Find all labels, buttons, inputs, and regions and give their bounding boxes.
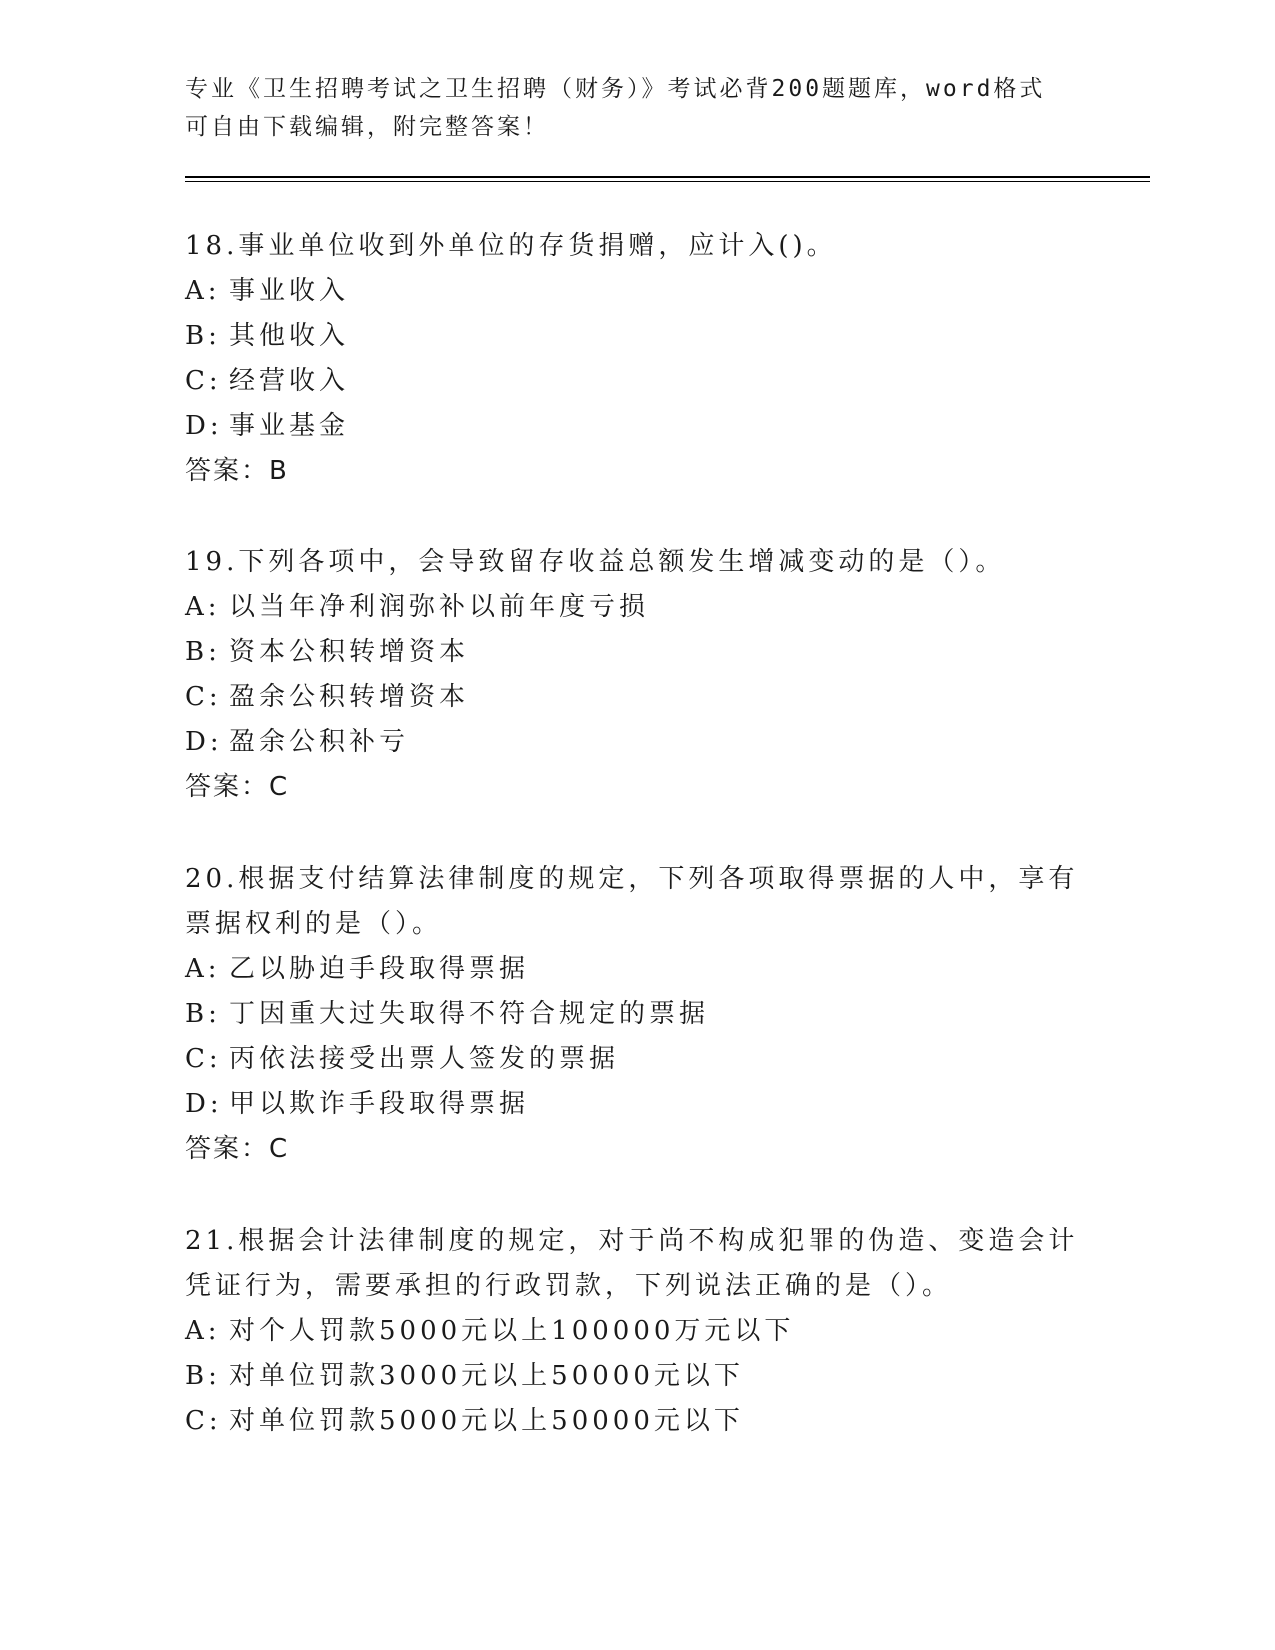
option-c (185, 675, 1085, 720)
option-a (185, 269, 1085, 314)
option-b (185, 1354, 1085, 1399)
option-text: 甲以欺诈手段取得票据 (229, 1089, 530, 1119)
option-text: 丙依法接受出票人签发的票据 (229, 1044, 620, 1074)
answer: 答案：B (185, 456, 289, 486)
header-rule-thick (185, 176, 1150, 178)
answer: 答案：C (185, 1134, 290, 1164)
option-d (185, 1082, 1085, 1127)
option-text: 事业收入 (229, 276, 350, 306)
option-c (185, 1399, 1085, 1444)
option-letter: C: (185, 1044, 222, 1074)
option-a (185, 1309, 1085, 1354)
option-text: 盈余公积转增资本 (229, 682, 470, 712)
option-text: 经营收入 (229, 366, 350, 396)
option-b (185, 992, 1085, 1037)
answer: 答案：C (185, 772, 290, 802)
option-text: 资本公积转增资本 (229, 637, 470, 667)
question-text: 18.事业单位收到外单位的存货捐赠，应计入()。 (185, 231, 837, 261)
option-text: 对单位罚款5000元以上50000元以下 (229, 1406, 744, 1436)
option-text: 丁因重大过失取得不符合规定的票据 (229, 999, 710, 1029)
option-letter: B: (185, 321, 221, 351)
option-letter: A: (185, 1316, 221, 1346)
header-rule-thin (185, 181, 1150, 182)
option-letter: A: (185, 954, 221, 984)
option-c (185, 1037, 1085, 1082)
option-text: 盈余公积补亏 (229, 727, 410, 757)
option-text: 对个人罚款5000元以上100000万元以下 (229, 1316, 795, 1346)
option-letter: B: (185, 999, 221, 1029)
question-21 (185, 1219, 1085, 1444)
question-20 (185, 857, 1085, 1172)
option-letter: C: (185, 366, 222, 396)
question-text: 19.下列各项中，会导致留存收益总额发生增减变动的是（）。 (185, 547, 1006, 577)
option-text: 以当年净利润弥补以前年度亏损 (229, 592, 650, 622)
option-text: 对单位罚款3000元以上50000元以下 (229, 1361, 744, 1391)
question-text: 21.根据会计法律制度的规定，对于尚不构成犯罪的伪造、变造会计凭证行为，需要承担的行政罚款，下列说法正确的是（）。 (185, 1226, 1079, 1301)
option-d (185, 404, 1085, 449)
question-18 (185, 224, 1085, 494)
option-letter: B: (185, 1361, 221, 1391)
option-letter: A: (185, 592, 221, 622)
option-letter: D: (185, 411, 223, 441)
option-letter: C: (185, 1406, 222, 1436)
option-a (185, 947, 1085, 992)
option-letter: D: (185, 1089, 223, 1119)
option-letter: B: (185, 637, 221, 667)
option-text: 乙以胁迫手段取得票据 (229, 954, 530, 984)
option-text: 事业基金 (229, 411, 350, 441)
question-19 (185, 540, 1085, 810)
option-letter: D: (185, 727, 223, 757)
option-letter: A: (185, 276, 221, 306)
option-text: 其他收入 (229, 321, 350, 351)
document-header: 专业《卫生招聘考试之卫生招聘（财务）》考试必背200题题库，word格式可自由下载编辑，附完整答案！ (185, 76, 1046, 140)
option-c (185, 359, 1085, 404)
option-d (185, 720, 1085, 765)
option-b (185, 630, 1085, 675)
option-letter: C: (185, 682, 222, 712)
option-b (185, 314, 1085, 359)
option-a (185, 585, 1085, 630)
question-text: 20.根据支付结算法律制度的规定，下列各项取得票据的人中，享有票据权利的是（）。 (185, 864, 1079, 939)
